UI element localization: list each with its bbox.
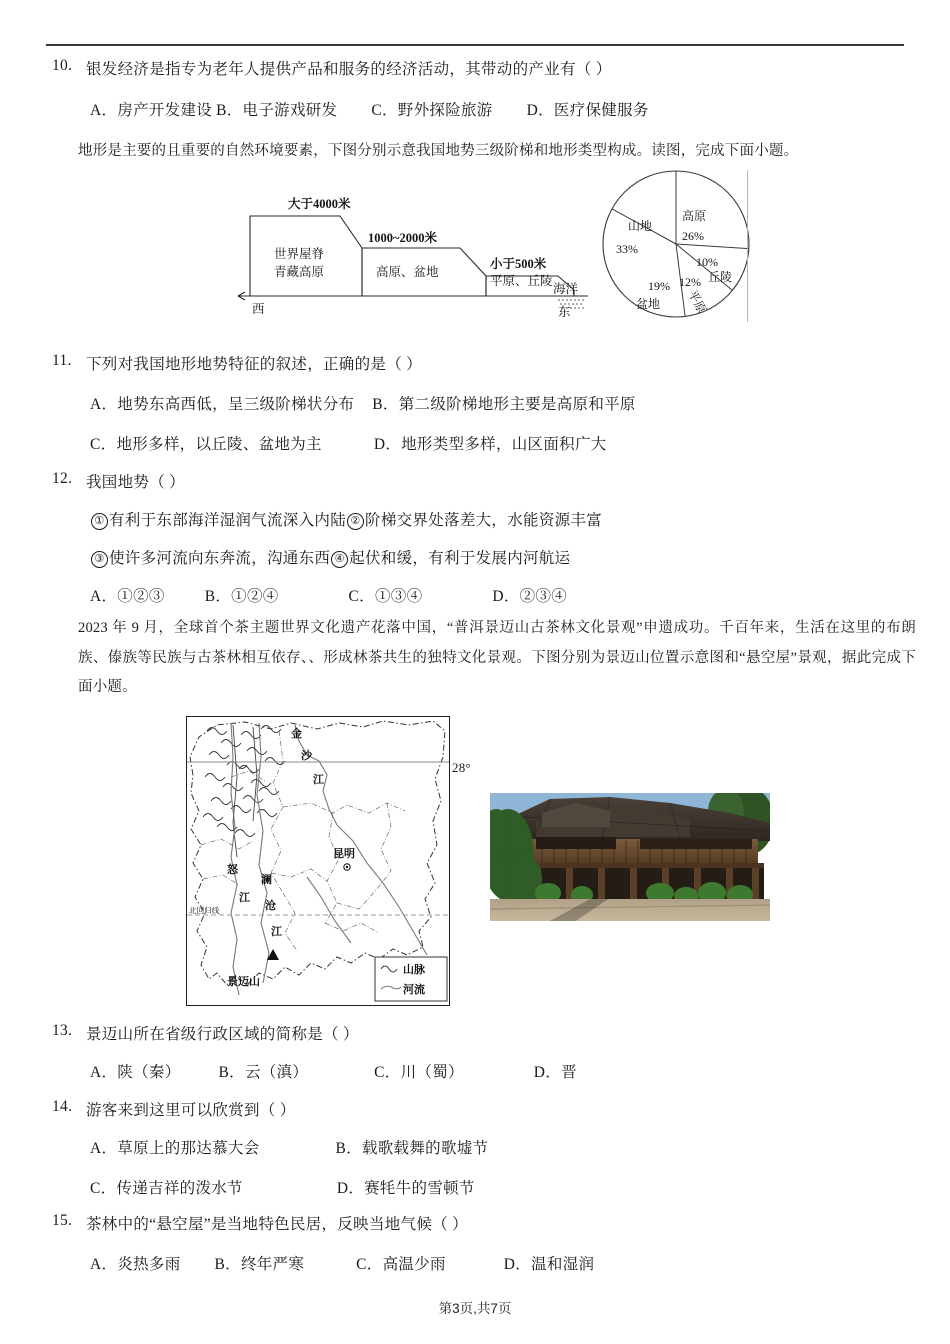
map-city-kunming: 昆明 — [333, 848, 355, 860]
question-15-stem: 茶林中的“悬空屋”是当地特色民居，反映当地气候（ ） — [86, 1216, 468, 1233]
option-11-c[interactable]: C．地形多样，以丘陵、盆地为主 — [90, 436, 322, 453]
statement-mark-1: ① — [91, 513, 108, 530]
statement-mark-3: ③ — [91, 551, 108, 568]
map-river-lancangjiang-char3: 江 — [271, 926, 282, 938]
option-12-b[interactable]: B．①②④ — [204, 588, 279, 605]
map-legend-label-mountain: 山脉 — [403, 964, 425, 976]
option-12-c[interactable]: C．①③④ — [348, 588, 423, 605]
statement-text-2: 阶梯交界处落差大，水能资源丰富 — [365, 512, 603, 529]
pie-value-shandi: 33% — [616, 242, 638, 256]
question-11-number: 11. — [52, 352, 72, 369]
option-13-d[interactable]: D．晋 — [533, 1064, 577, 1081]
question-14-options-row2 — [90, 1176, 475, 1198]
option-13-b[interactable]: B．云（滇） — [218, 1064, 309, 1081]
terrain-axis-east: 东 — [558, 305, 571, 319]
option-15-c[interactable]: C．高温少雨 — [356, 1256, 446, 1273]
terrain-sea-label: 海洋 — [553, 282, 579, 296]
question-14-options-row1 — [90, 1136, 488, 1158]
pie-figure-right-border — [747, 170, 748, 322]
map-tropic-label: 北回归线 — [189, 906, 220, 915]
option-10-a[interactable]: A．房产开发建设 — [90, 102, 213, 119]
terrain-step3-elevation: 小于500米 — [490, 257, 547, 271]
statement-text-4: 起伏和缓，有利于发展内河航运 — [349, 550, 571, 567]
option-11-a[interactable]: A．地势东高西低，呈三级阶梯状分布 — [90, 396, 355, 413]
option-14-a[interactable]: A．草原上的那达慕大会 — [90, 1140, 260, 1157]
option-10-c[interactable]: C．野外探险旅游 — [371, 102, 493, 119]
option-11-d[interactable]: D．地形类型多样，山区面积广大 — [373, 436, 607, 453]
map-latitude-28-label: 28° — [452, 760, 471, 775]
pie-label-pingyuan: 平原 — [685, 287, 709, 316]
terrain-intro-paragraph: 地形是主要的且重要的自然环境要素，下图分别示意我国地势三级阶梯和地形类型构成。读图，完成下面小题。 — [78, 143, 799, 159]
map-river-lancangjiang-char2: 沧 — [265, 900, 276, 912]
option-14-d[interactable]: D．赛牦牛的雪顿节 — [336, 1180, 475, 1197]
map-legend — [375, 957, 447, 1001]
option-11-b[interactable]: B．第二级阶梯地形主要是高原和平原 — [372, 396, 636, 413]
pie-value-qiuling: 10% — [696, 255, 718, 269]
pie-label-qiuling: 丘陵 — [708, 270, 733, 284]
option-15-a[interactable]: A．炎热多雨 — [90, 1256, 181, 1273]
terrain-axis-west: 西 — [252, 302, 265, 316]
xuankongwu-photo — [490, 793, 770, 921]
terrain-step1-name-line1: 世界屋脊 — [274, 247, 325, 261]
statement-text-3: 使许多河流向东奔流，沟通东西 — [109, 550, 331, 567]
option-12-d[interactable]: D．②③④ — [492, 588, 568, 605]
statement-mark-2: ② — [347, 513, 364, 530]
question-10-stem: 银发经济是指专为老年人提供产品和服务的经济活动，其带动的产业有（ ） — [86, 61, 612, 78]
question-12-statements-row2 — [90, 546, 570, 568]
terrain-step3-name: 平原、丘陵 — [490, 274, 553, 288]
landform-pie-chart — [600, 168, 780, 323]
question-10-options — [90, 98, 649, 120]
option-14-c[interactable]: C．传递吉祥的泼水节 — [90, 1180, 243, 1197]
map-legend-label-river: 河流 — [403, 984, 425, 996]
pie-value-pingyuan: 12% — [679, 275, 701, 289]
question-13-number: 13. — [52, 1022, 73, 1039]
question-14-stem: 游客来到这里可以欣赏到（ ） — [86, 1102, 296, 1119]
question-12-statements-row1 — [90, 508, 602, 530]
terrain-step1-elevation: 大于4000米 — [288, 197, 351, 211]
terrain-step1-name-line2: 青藏高原 — [274, 265, 325, 279]
question-11-options-row1 — [90, 392, 636, 414]
terrain-step2-name: 高原、盆地 — [376, 265, 439, 279]
pie-label-gaoyuan: 高原 — [682, 209, 707, 223]
pie-label-pendi: 盆地 — [636, 297, 661, 311]
option-13-a[interactable]: A．陕（秦） — [90, 1064, 181, 1081]
map-river-nujiang-char1: 怒 — [227, 864, 238, 876]
question-12-number: 12. — [52, 470, 73, 487]
question-15-number: 15. — [52, 1212, 73, 1229]
question-10-number: 10. — [52, 57, 73, 74]
option-13-c[interactable]: C．川（蜀） — [374, 1064, 464, 1081]
map-mountain-jingmaishan: 景迈山 — [227, 976, 260, 988]
question-15-options — [90, 1252, 594, 1274]
map-river-jinshajiang-char3: 江 — [313, 774, 324, 786]
question-11-stem: 下列对我国地形地势特征的叙述，正确的是（ ） — [86, 356, 422, 373]
pie-label-shandi: 山地 — [628, 219, 653, 233]
map-river-lancangjiang-char1: 澜 — [261, 874, 272, 886]
map-river-nujiang-char2: 江 — [239, 892, 250, 904]
pie-value-gaoyuan: 26% — [682, 229, 704, 243]
question-13-options — [90, 1060, 577, 1082]
question-11-options-row2 — [90, 432, 607, 454]
option-15-b[interactable]: B．终年严寒 — [214, 1256, 305, 1273]
option-10-b[interactable]: B．电子游戏研发 — [216, 102, 338, 119]
question-12-stem: 我国地势（ ） — [86, 474, 185, 491]
statement-mark-4: ④ — [331, 551, 348, 568]
option-12-a[interactable]: A．①②③ — [90, 588, 165, 605]
statement-text-1: 有利于东部海洋湿润气流深入内陆 — [109, 512, 347, 529]
pie-value-pendi: 19% — [648, 279, 670, 293]
option-15-d[interactable]: D．温和湿润 — [503, 1256, 595, 1273]
jingmaishan-location-map — [186, 716, 450, 1006]
option-14-b[interactable]: B．载歌载舞的歌墟节 — [335, 1140, 489, 1157]
question-13-stem: 景迈山所在省级行政区域的简称是（ ） — [86, 1026, 359, 1043]
map-river-jinshajiang-char2: 沙 — [301, 750, 312, 762]
terrain-steps-diagram — [228, 186, 588, 321]
question-12-options — [90, 584, 567, 606]
page-footer: 第3页,共7页 — [438, 1301, 512, 1316]
question-14-number: 14. — [52, 1098, 73, 1115]
option-10-d[interactable]: D．医疗保健服务 — [526, 102, 649, 119]
tea-intro-paragraph: 2023 年 9 月，全球首个茶主题世界文化遗产花落中国，“普洱景迈山古茶林文化景观”申遗成功。千百年来，生活在这里的布朗族、傣族等民族与古茶林相互依存、、形成林茶共生的独特文化景观。下图分别为景迈山位置示意图和“悬空屋”景观，据此完成下面小题。 — [78, 620, 916, 696]
terrain-step2-elevation: 1000~2000米 — [368, 231, 438, 245]
page-top-rule — [46, 44, 904, 46]
map-river-jinshajiang-char1: 金 — [291, 728, 302, 740]
